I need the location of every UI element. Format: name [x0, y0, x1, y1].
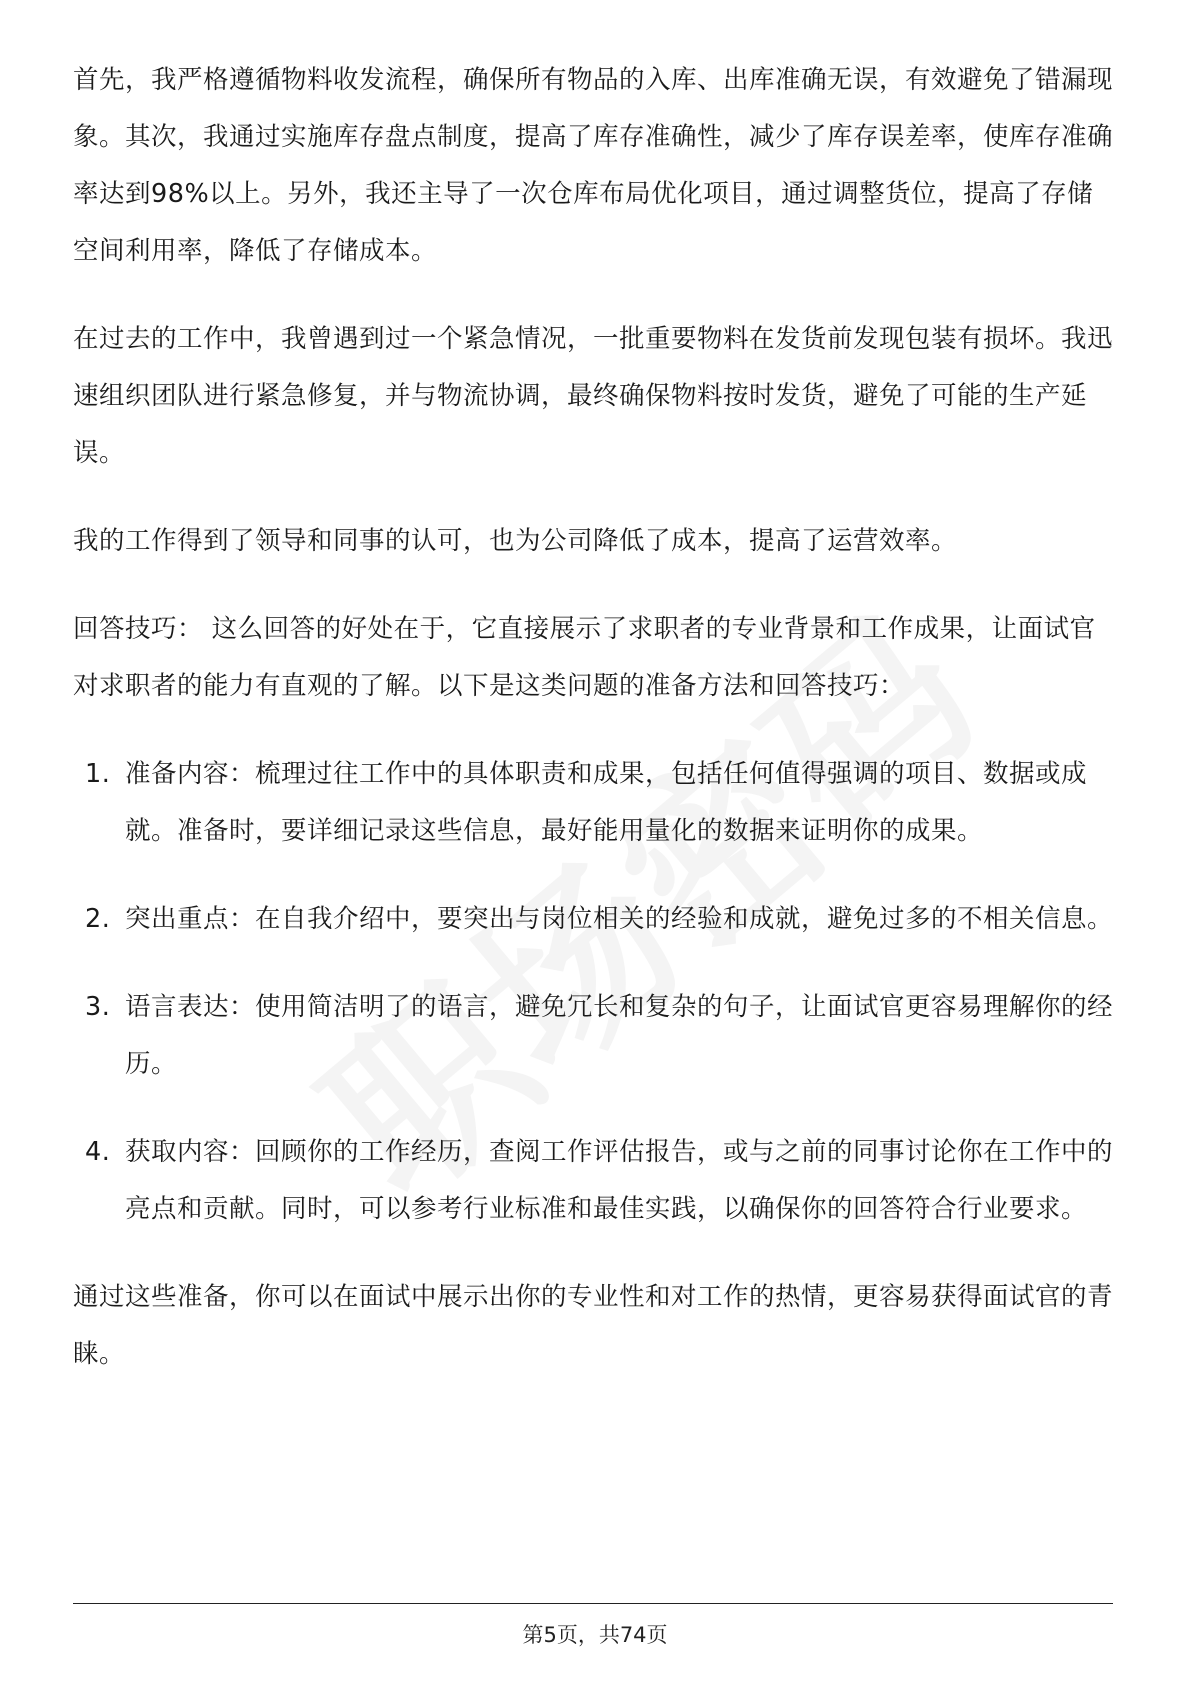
list-item-number: 3. — [85, 992, 111, 1022]
list-item — [73, 746, 1113, 860]
list-item — [73, 979, 1113, 1093]
paragraph-emergency: 在过去的工作中，我曾遇到过一个紧急情况，一批重要物料在发货前发现包装有损坏。我迅速组织团队进行紧急修复，并与物流协调，最终确保物料按时发货，避免了可能的生产延误。 — [73, 324, 1114, 468]
list-item — [73, 891, 1113, 948]
list-item — [73, 1124, 1113, 1238]
list-item-text: 语言表达：使用简洁明了的语言，避免冗长和复杂的句子，让面试官更容易理解你的经历。 — [125, 992, 1114, 1079]
paragraph-conclusion: 通过这些准备，你可以在面试中展示出你的专业性和对工作的热情，更容易获得面试官的青睐。 — [73, 1282, 1114, 1369]
document-body — [73, 52, 1113, 1414]
list-item-number: 1. — [85, 759, 111, 789]
list-item-text: 准备内容：梳理过往工作中的具体职责和成果，包括任何值得强调的项目、数据或成就。准备时，要详细记录这些信息，最好能用量化的数据来证明你的成果。 — [125, 759, 1088, 846]
paragraph-recognition: 我的工作得到了领导和同事的认可，也为公司降低了成本，提高了运营效率。 — [73, 526, 958, 556]
footer-divider — [73, 1603, 1113, 1604]
page-number: 第5页，共74页 — [522, 1623, 668, 1647]
paragraph-answer-tips: 回答技巧： 这么回答的好处在于，它直接展示了求职者的专业背景和工作成果，让面试官对求职者的能力有直观的了解。以下是这类问题的准备方法和回答技巧： — [73, 614, 1096, 701]
list-item-number: 2. — [85, 904, 111, 934]
list-item-text: 获取内容：回顾你的工作经历，查阅工作评估报告，或与之前的同事讨论你在工作中的亮点和贡献。同时，可以参考行业标准和最佳实践，以确保你的回答符合行业要求。 — [125, 1137, 1114, 1224]
tips-list — [73, 746, 1113, 1238]
list-item-text: 突出重点：在自我介绍中，要突出与岗位相关的经验和成就，避免过多的不相关信息。 — [125, 904, 1114, 934]
list-item-number: 4. — [85, 1137, 111, 1167]
paragraph-achievements: 首先，我严格遵循物料收发流程，确保所有物品的入库、出库准确无误，有效避免了错漏现象。其次，我通过实施库存盘点制度，提高了库存准确性，减少了库存误差率，使库存准确率达到98%以上。另外，我还主导了一次仓库布局优化项目，通过调整货位，提高了存储空间利用率，降低了存储成本。 — [73, 65, 1114, 266]
